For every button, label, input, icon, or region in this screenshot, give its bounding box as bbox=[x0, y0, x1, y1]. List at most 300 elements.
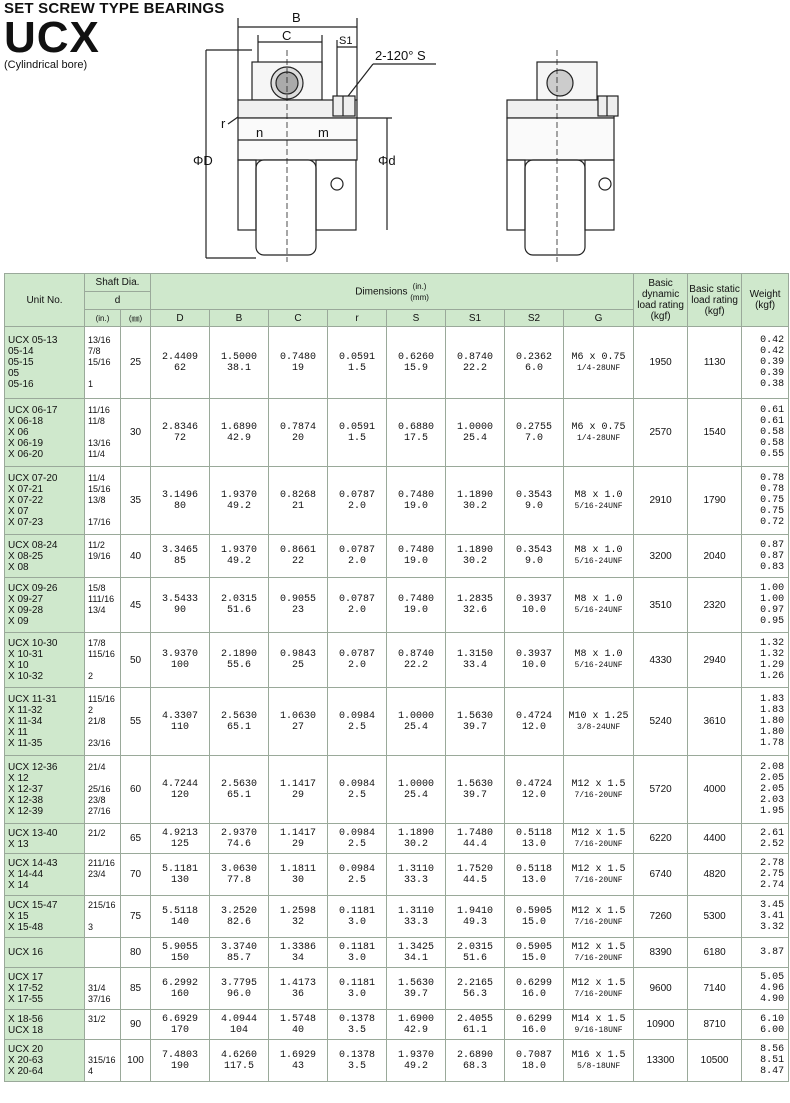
dim-S1-value: 1.9410 bbox=[457, 905, 494, 917]
dim-S1-value: 1.1890 bbox=[457, 489, 494, 501]
dim-S2-value: 9.0 bbox=[525, 556, 544, 567]
weight-value: 4.90 bbox=[760, 994, 785, 1005]
static-rating-cell: 2940 bbox=[688, 633, 742, 688]
dynamic-rating-cell: 3200 bbox=[634, 535, 688, 578]
dim-D-value: 6.6929 bbox=[162, 1013, 199, 1025]
dim-D-cell bbox=[151, 633, 210, 688]
dim-S1-value: 32.6 bbox=[463, 605, 488, 616]
shaft-inch: 15/16 bbox=[88, 484, 111, 494]
dim-S1-cell bbox=[446, 633, 505, 688]
dim-r-cell bbox=[328, 938, 387, 968]
shaft-inch: 15/16 bbox=[88, 357, 111, 367]
dim-B-value: 3.2520 bbox=[221, 905, 258, 917]
shaft-inch: 17/16 bbox=[88, 517, 111, 527]
label-angle: 2-120° S bbox=[375, 48, 426, 63]
table-row bbox=[5, 688, 789, 756]
unit-no: X 07-22 bbox=[8, 495, 44, 506]
unit-no: UCX 06-17 bbox=[8, 405, 58, 416]
dim-B-value: 77.8 bbox=[227, 874, 252, 886]
shaft-inch: 2 bbox=[88, 671, 94, 681]
shaft-inch-cell bbox=[85, 896, 121, 938]
dim-C-value: 21 bbox=[292, 500, 305, 512]
dim-D-cell bbox=[151, 578, 210, 633]
dim-C-cell bbox=[269, 938, 328, 968]
thread-G-value: M12 x 1.5 bbox=[571, 778, 626, 790]
unit-no: X 11 bbox=[8, 727, 28, 738]
shaft-inch-cell bbox=[85, 633, 121, 688]
dim-D-value: 90 bbox=[174, 605, 187, 616]
dim-S-value: 1.9370 bbox=[398, 1049, 435, 1061]
thread-G-value: 5/8-18UNF bbox=[576, 1061, 621, 1071]
header-mm: (㎜) bbox=[121, 310, 151, 327]
dim-C-value: 0.8661 bbox=[280, 545, 317, 556]
unit-no: X 08-25 bbox=[8, 550, 44, 562]
dim-D-value: 3.1496 bbox=[162, 489, 199, 501]
unit-no: UCX 20 bbox=[8, 1044, 44, 1055]
thread-G-value: 5/16-24UNF bbox=[574, 661, 623, 670]
dim-r-cell bbox=[328, 824, 387, 854]
unit-no: X 07 bbox=[8, 506, 29, 517]
dim-S2-value: 0.2755 bbox=[516, 421, 553, 433]
dim-S-cell bbox=[387, 938, 446, 968]
dim-S1-value: 1.1890 bbox=[457, 545, 494, 556]
dim-D-value: 4.9213 bbox=[162, 827, 199, 839]
label-S1: S1 bbox=[339, 35, 353, 47]
dim-D-cell bbox=[151, 756, 210, 824]
dim-S1-cell bbox=[446, 968, 505, 1010]
dim-S1-value: 39.7 bbox=[463, 721, 488, 733]
weight-value: 0.72 bbox=[760, 517, 785, 528]
weight-value: 8.47 bbox=[760, 1066, 785, 1077]
weight-value: 1.80 bbox=[760, 716, 785, 727]
dim-S2-cell bbox=[505, 688, 564, 756]
weight-value: 1.83 bbox=[760, 694, 785, 705]
unit-no: X 10-32 bbox=[8, 671, 44, 682]
dim-D-cell bbox=[151, 824, 210, 854]
shaft-mm-cell: 35 bbox=[121, 467, 151, 535]
dim-r-value: 1.5 bbox=[348, 432, 367, 444]
thread-G-value: 7/16-20UNF bbox=[574, 790, 623, 800]
dim-S-value: 0.7480 bbox=[398, 594, 435, 605]
bore-type-label: (Cylindrical bore) bbox=[4, 59, 88, 71]
dim-S-cell bbox=[387, 1010, 446, 1040]
header-in: (in.) bbox=[85, 310, 121, 327]
dim-B-value: 3.3740 bbox=[221, 941, 258, 953]
weight-value: 6.10 bbox=[760, 1013, 785, 1025]
dim-S-value: 42.9 bbox=[404, 1024, 429, 1036]
weight-value: 0.39 bbox=[760, 357, 785, 368]
dim-B-value: 2.9370 bbox=[221, 827, 258, 839]
unit-no: UCX 14-43 bbox=[8, 858, 58, 869]
dim-C-value: 0.9843 bbox=[280, 649, 317, 660]
unit-no: X 14 bbox=[8, 880, 29, 891]
unit-no: X 06 bbox=[8, 427, 29, 438]
dim-r-cell bbox=[328, 467, 387, 535]
shaft-inch-cell bbox=[85, 968, 121, 1010]
unit-no-cell bbox=[5, 399, 85, 467]
thread-G-cell bbox=[564, 327, 634, 399]
dynamic-rating-cell: 1950 bbox=[634, 327, 688, 399]
dim-D-value: 110 bbox=[171, 721, 190, 733]
unit-no: X 20-63 bbox=[8, 1055, 44, 1066]
dim-D-value: 62 bbox=[174, 362, 187, 374]
dim-S1-value: 0.8740 bbox=[457, 351, 494, 363]
shaft-inch-cell bbox=[85, 688, 121, 756]
dim-C-value: 43 bbox=[292, 1060, 305, 1072]
dim-S-value: 0.8740 bbox=[398, 649, 435, 660]
weight-value: 1.95 bbox=[760, 806, 785, 817]
dim-S1-cell bbox=[446, 756, 505, 824]
weight-value: 1.00 bbox=[760, 583, 785, 594]
shaft-inch bbox=[88, 773, 119, 784]
unit-no: 05-14 bbox=[8, 346, 34, 357]
weight-cell bbox=[742, 1040, 789, 1082]
header-B: B bbox=[210, 310, 269, 327]
dim-D-value: 190 bbox=[171, 1060, 190, 1072]
dim-D-cell bbox=[151, 535, 210, 578]
dim-S2-value: 13.0 bbox=[522, 838, 547, 850]
thread-G-value: M12 x 1.5 bbox=[571, 827, 626, 839]
dim-S-cell bbox=[387, 467, 446, 535]
dim-S-value: 1.1890 bbox=[398, 827, 435, 839]
unit-no: X 09-27 bbox=[8, 594, 44, 605]
thread-G-value: M8 x 1.0 bbox=[574, 489, 623, 501]
thread-G-value: M16 x 1.5 bbox=[571, 1049, 626, 1061]
weight-cell bbox=[742, 824, 789, 854]
table-row bbox=[5, 399, 789, 467]
weight-value: 0.38 bbox=[760, 379, 785, 390]
header-static-rating: Basic static load rating (kgf) bbox=[688, 274, 742, 327]
dim-D-value: 5.9055 bbox=[162, 941, 199, 953]
dim-S2-value: 0.4724 bbox=[516, 710, 553, 722]
dim-C-cell bbox=[269, 824, 328, 854]
weight-cell bbox=[742, 896, 789, 938]
dim-B-value: 104 bbox=[230, 1024, 249, 1036]
static-rating-cell: 5300 bbox=[688, 896, 742, 938]
thread-G-cell bbox=[564, 633, 634, 688]
weight-cell bbox=[742, 854, 789, 896]
dim-B-value: 117.5 bbox=[224, 1060, 255, 1072]
shaft-inch: 23/4 bbox=[88, 869, 106, 879]
dynamic-rating-cell: 6220 bbox=[634, 824, 688, 854]
thread-G-value: 7/16-20UNF bbox=[574, 953, 623, 963]
dim-D-value: 5.5118 bbox=[162, 905, 199, 917]
thread-G-value: 9/16-18UNF bbox=[574, 1025, 623, 1035]
dim-r-value: 0.0787 bbox=[339, 594, 376, 605]
dim-D-value: 7.4803 bbox=[162, 1049, 199, 1061]
unit-no: 05 bbox=[8, 368, 20, 379]
dim-C-cell bbox=[269, 327, 328, 399]
dim-S-value: 19.0 bbox=[404, 556, 429, 567]
dim-r-cell bbox=[328, 1010, 387, 1040]
shaft-mm-cell: 100 bbox=[121, 1040, 151, 1082]
header-dimensions-units: (in.) (mm) bbox=[410, 281, 429, 302]
dim-S-value: 33.3 bbox=[404, 916, 429, 928]
static-rating-cell: 1130 bbox=[688, 327, 742, 399]
unit-no: UCX 05-13 bbox=[8, 335, 58, 346]
dim-C-value: 0.7480 bbox=[280, 351, 317, 363]
dim-S1-cell bbox=[446, 1010, 505, 1040]
dim-S2-value: 0.3543 bbox=[516, 545, 553, 556]
static-rating-cell: 8710 bbox=[688, 1010, 742, 1040]
unit-no: X 12 bbox=[8, 773, 29, 784]
dim-C-cell bbox=[269, 467, 328, 535]
shaft-inch: 27/16 bbox=[88, 806, 111, 816]
shaft-inch bbox=[88, 368, 119, 379]
table-row bbox=[5, 968, 789, 1010]
thread-G-value: 5/16-24UNF bbox=[574, 557, 623, 566]
dim-C-cell bbox=[269, 756, 328, 824]
weight-cell bbox=[742, 968, 789, 1010]
dim-r-cell bbox=[328, 327, 387, 399]
weight-value: 3.45 bbox=[760, 900, 785, 911]
dim-B-value: 49.2 bbox=[227, 556, 252, 567]
dim-r-cell bbox=[328, 633, 387, 688]
dim-D-value: 150 bbox=[171, 952, 190, 964]
shaft-inch: 31/4 bbox=[88, 983, 106, 993]
dim-S-cell bbox=[387, 824, 446, 854]
shaft-inch bbox=[88, 562, 119, 573]
shaft-inch-cell bbox=[85, 535, 121, 578]
dim-B-value: 1.9370 bbox=[221, 545, 258, 556]
dim-r-cell bbox=[328, 535, 387, 578]
unit-no: X 12-38 bbox=[8, 795, 44, 806]
dim-S2-cell bbox=[505, 1040, 564, 1082]
dim-S1-value: 2.4055 bbox=[457, 1013, 494, 1025]
thread-G-cell bbox=[564, 578, 634, 633]
unit-no: X 07-23 bbox=[8, 517, 44, 528]
dim-S-value: 0.6880 bbox=[398, 421, 435, 433]
dim-B-cell bbox=[210, 399, 269, 467]
thread-G-cell bbox=[564, 535, 634, 578]
weight-value: 2.61 bbox=[760, 827, 785, 839]
specifications-table bbox=[4, 273, 789, 1082]
dim-C-cell bbox=[269, 1040, 328, 1082]
dim-S1-cell bbox=[446, 578, 505, 633]
dim-S1-cell bbox=[446, 467, 505, 535]
unit-no-cell bbox=[5, 938, 85, 968]
dim-B-value: 49.2 bbox=[227, 500, 252, 512]
shaft-mm-cell: 50 bbox=[121, 633, 151, 688]
thread-G-value: M6 x 0.75 bbox=[571, 421, 626, 433]
dynamic-rating-cell: 13300 bbox=[634, 1040, 688, 1082]
shaft-inch: 3 bbox=[88, 922, 94, 932]
table-row bbox=[5, 1010, 789, 1040]
shaft-inch: 11/8 bbox=[88, 416, 105, 426]
dim-B-cell bbox=[210, 633, 269, 688]
weight-value: 1.32 bbox=[760, 638, 785, 649]
dim-S1-value: 1.2835 bbox=[457, 594, 494, 605]
dim-C-value: 1.0630 bbox=[280, 710, 317, 722]
dim-B-cell bbox=[210, 854, 269, 896]
dynamic-rating-cell: 2910 bbox=[634, 467, 688, 535]
dim-r-value: 0.0591 bbox=[339, 421, 376, 433]
dim-r-cell bbox=[328, 756, 387, 824]
dim-B-value: 96.0 bbox=[227, 988, 252, 1000]
dim-S-value: 0.7480 bbox=[398, 489, 435, 501]
shaft-inch bbox=[88, 727, 119, 738]
dim-S1-value: 22.2 bbox=[463, 362, 488, 374]
unit-no: UCX 17 bbox=[8, 972, 44, 983]
static-rating-cell: 2040 bbox=[688, 535, 742, 578]
dim-S2-value: 10.0 bbox=[522, 660, 547, 671]
dim-C-value: 29 bbox=[292, 789, 305, 801]
dim-S2-value: 0.3543 bbox=[516, 489, 553, 501]
shaft-inch: 111/16 bbox=[88, 594, 115, 604]
dim-C-cell bbox=[269, 968, 328, 1010]
dim-S1-value: 49.3 bbox=[463, 916, 488, 928]
dim-S1-value: 56.3 bbox=[463, 988, 488, 1000]
dim-S2-cell bbox=[505, 968, 564, 1010]
dim-r-cell bbox=[328, 854, 387, 896]
dim-S-value: 17.5 bbox=[404, 432, 429, 444]
header-S: S bbox=[387, 310, 446, 327]
dim-D-cell bbox=[151, 938, 210, 968]
shaft-inch: 11/2 bbox=[88, 539, 105, 550]
dim-S-cell bbox=[387, 688, 446, 756]
unit-no-cell bbox=[5, 578, 85, 633]
header-D: D bbox=[151, 310, 210, 327]
unit-no: UCX 08-24 bbox=[8, 539, 58, 551]
dim-D-cell bbox=[151, 399, 210, 467]
dim-B-value: 3.0630 bbox=[221, 863, 258, 875]
weight-cell bbox=[742, 688, 789, 756]
dim-S1-cell bbox=[446, 854, 505, 896]
dim-S2-cell bbox=[505, 467, 564, 535]
unit-no: X 09-28 bbox=[8, 605, 44, 616]
dim-S1-value: 1.5630 bbox=[457, 710, 494, 722]
dim-D-value: 130 bbox=[171, 874, 190, 886]
dim-r-cell bbox=[328, 688, 387, 756]
dim-S-cell bbox=[387, 535, 446, 578]
weight-value: 2.78 bbox=[760, 858, 785, 869]
thread-G-value: 7/16-20UNF bbox=[574, 875, 623, 885]
dim-S1-value: 61.1 bbox=[463, 1024, 488, 1036]
dim-r-cell bbox=[328, 578, 387, 633]
shaft-inch bbox=[88, 911, 119, 922]
weight-value: 1.00 bbox=[760, 594, 785, 605]
static-rating-cell: 1540 bbox=[688, 399, 742, 467]
unit-no: X 14-44 bbox=[8, 869, 44, 880]
dim-D-cell bbox=[151, 467, 210, 535]
dim-S2-value: 0.5905 bbox=[516, 941, 553, 953]
header-dimensions-label: Dimensions bbox=[355, 286, 408, 298]
shaft-mm-cell: 55 bbox=[121, 688, 151, 756]
weight-value: 3.87 bbox=[760, 947, 785, 958]
shaft-inch: 23/16 bbox=[88, 738, 111, 748]
weight-cell bbox=[742, 578, 789, 633]
shaft-inch bbox=[88, 660, 119, 671]
dim-S1-cell bbox=[446, 824, 505, 854]
dim-S2-cell bbox=[505, 633, 564, 688]
dim-S1-value: 2.6890 bbox=[457, 1049, 494, 1061]
weight-cell bbox=[742, 756, 789, 824]
dim-S1-value: 44.4 bbox=[463, 838, 488, 850]
dim-C-value: 1.1811 bbox=[280, 863, 317, 875]
header-dynamic-rating: Basic dynamic load rating (kgf) bbox=[634, 274, 688, 327]
dim-S2-cell bbox=[505, 896, 564, 938]
shaft-inch-cell bbox=[85, 1040, 121, 1082]
dim-r-value: 2.5 bbox=[348, 721, 367, 733]
unit-no-cell bbox=[5, 824, 85, 854]
shaft-inch: 315/16 bbox=[88, 1055, 116, 1065]
dim-r-value: 2.5 bbox=[348, 874, 367, 886]
dim-D-cell bbox=[151, 1010, 210, 1040]
dim-C-value: 19 bbox=[292, 362, 305, 374]
weight-value: 1.80 bbox=[760, 727, 785, 738]
dim-D-value: 3.3465 bbox=[162, 545, 199, 556]
shaft-inch: 21/8 bbox=[88, 716, 106, 726]
page-title: UCX bbox=[4, 13, 100, 62]
dim-S2-value: 0.3937 bbox=[516, 649, 553, 660]
dim-S2-value: 10.0 bbox=[522, 605, 547, 616]
label-d: Φd bbox=[378, 153, 396, 168]
dim-C-value: 1.1417 bbox=[280, 827, 317, 839]
dim-C-value: 30 bbox=[292, 874, 305, 886]
dim-C-cell bbox=[269, 633, 328, 688]
dim-C-value: 20 bbox=[292, 432, 305, 444]
dim-r-value: 0.1181 bbox=[339, 941, 376, 953]
dim-S-value: 0.6260 bbox=[398, 351, 435, 363]
dim-S1-value: 44.5 bbox=[463, 874, 488, 886]
thread-G-value: M14 x 1.5 bbox=[571, 1013, 626, 1025]
dim-D-cell bbox=[151, 688, 210, 756]
shaft-mm-cell: 85 bbox=[121, 968, 151, 1010]
dim-S1-value: 25.4 bbox=[463, 432, 488, 444]
dim-B-value: 74.6 bbox=[227, 838, 252, 850]
shaft-inch bbox=[88, 839, 119, 850]
dim-S2-value: 9.0 bbox=[525, 500, 544, 512]
thread-G-value: M8 x 1.0 bbox=[574, 594, 623, 605]
thread-G-value: M12 x 1.5 bbox=[571, 905, 626, 917]
weight-value: 0.61 bbox=[760, 405, 785, 416]
table-row bbox=[5, 327, 789, 399]
shaft-inch-cell bbox=[85, 824, 121, 854]
dim-B-value: 82.6 bbox=[227, 916, 252, 928]
static-rating-cell: 2320 bbox=[688, 578, 742, 633]
static-rating-cell: 10500 bbox=[688, 1040, 742, 1082]
weight-value: 2.52 bbox=[760, 838, 785, 850]
shaft-inch-cell bbox=[85, 938, 121, 968]
table-row bbox=[5, 467, 789, 535]
dim-B-value: 2.5630 bbox=[221, 778, 258, 790]
dim-r-value: 0.0787 bbox=[339, 649, 376, 660]
dim-S-value: 1.3110 bbox=[398, 905, 435, 917]
unit-no: X 11-32 bbox=[8, 705, 43, 716]
dynamic-rating-cell: 10900 bbox=[634, 1010, 688, 1040]
unit-no: X 12-39 bbox=[8, 806, 44, 817]
shaft-inch: 13/8 bbox=[88, 495, 106, 505]
dim-B-value: 55.6 bbox=[227, 660, 252, 671]
header-shaft-d: d bbox=[85, 292, 151, 310]
dim-S1-value: 1.0000 bbox=[457, 421, 494, 433]
dim-D-value: 4.3307 bbox=[162, 710, 199, 722]
unit-no-cell bbox=[5, 535, 85, 578]
dim-D-value: 4.7244 bbox=[162, 778, 199, 790]
dim-B-cell bbox=[210, 938, 269, 968]
dim-D-value: 125 bbox=[171, 838, 190, 850]
dim-D-value: 72 bbox=[174, 432, 187, 444]
dim-D-value: 3.9370 bbox=[162, 649, 199, 660]
dim-S2-cell bbox=[505, 824, 564, 854]
dim-S1-value: 30.2 bbox=[463, 556, 488, 567]
dim-C-value: 27 bbox=[292, 721, 305, 733]
header-weight: Weight (kgf) bbox=[742, 274, 789, 327]
dim-B-cell bbox=[210, 688, 269, 756]
weight-value: 0.61 bbox=[760, 416, 785, 427]
weight-cell bbox=[742, 327, 789, 399]
thread-G-cell bbox=[564, 1040, 634, 1082]
